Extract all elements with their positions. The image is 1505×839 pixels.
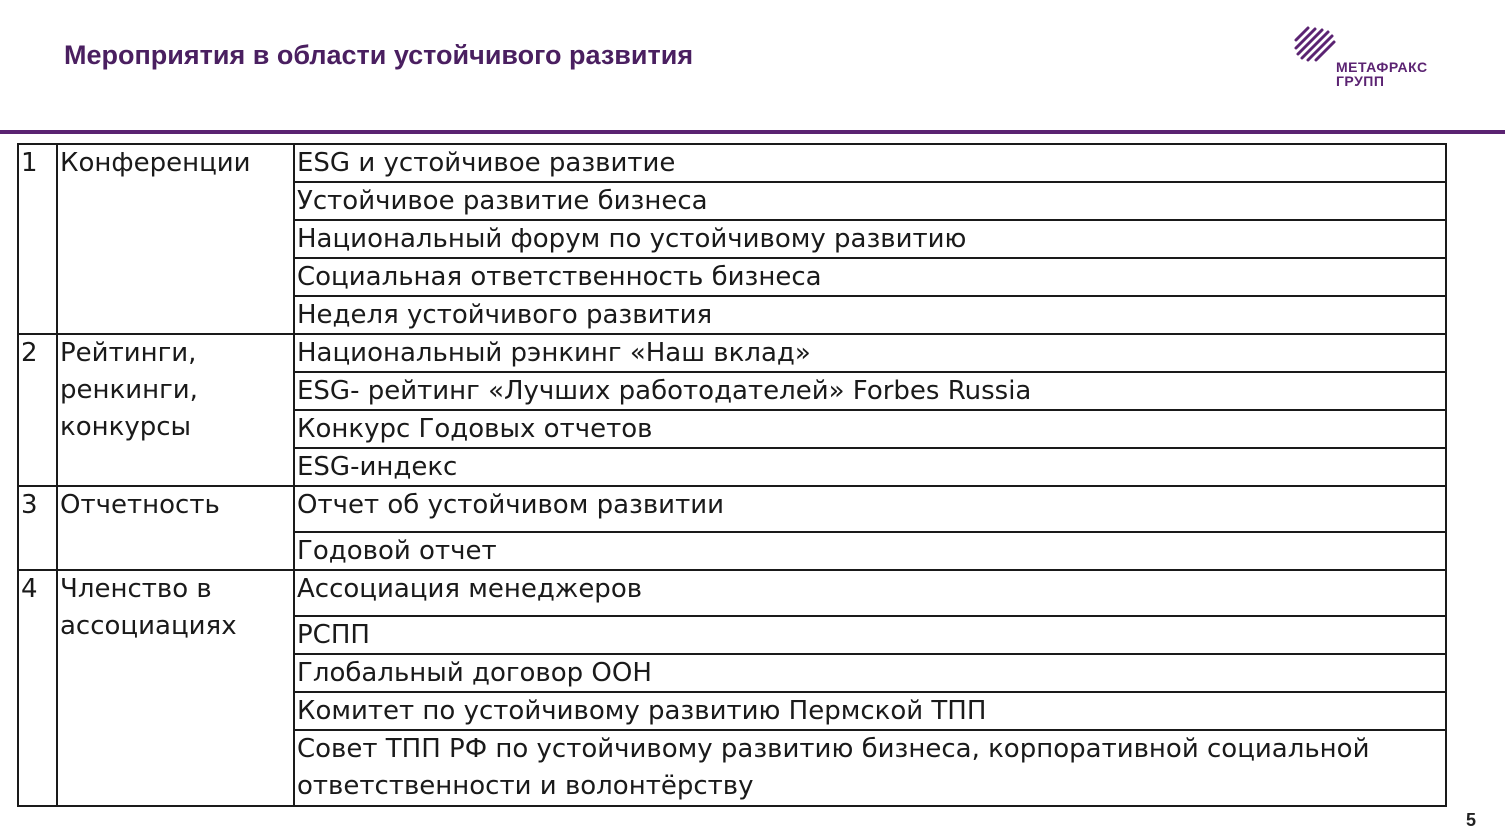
table-row [18, 334, 1446, 372]
table-row [18, 570, 1446, 616]
logo-line-1: МЕТАФРАКС [1336, 59, 1428, 75]
page-title: Мероприятия в области устойчивого развития [64, 40, 694, 70]
logo-mark-icon [1288, 24, 1340, 64]
group-number: 3 [18, 486, 57, 570]
list-item: Неделя устойчивого развития [294, 296, 1446, 334]
list-item: Отчет об устойчивом развитии [294, 486, 1446, 532]
list-item: Годовой отчет [294, 532, 1446, 570]
group-number: 1 [18, 144, 57, 334]
list-item: Национальный рэнкинг «Наш вклад» [294, 334, 1446, 372]
list-item: Конкурс Годовых отчетов [294, 410, 1446, 448]
list-item: Совет ТПП РФ по устойчивому развитию бизнеса, корпоративной социальной ответственности и волонтёрству [294, 730, 1446, 806]
group-category: Отчетность [57, 486, 294, 570]
company-logo [1284, 22, 1464, 92]
group-category: Членство в ассоциациях [57, 570, 294, 806]
list-item: Национальный форум по устойчивому развитию [294, 220, 1446, 258]
list-item: ESG и устойчивое развитие [294, 144, 1446, 182]
table-row [18, 486, 1446, 532]
events-table [17, 143, 1447, 807]
list-item: ESG- рейтинг «Лучших работодателей» Forbes Russia [294, 372, 1446, 410]
group-category: Рейтинги, ренкинги, конкурсы [57, 334, 294, 486]
list-item: РСПП [294, 616, 1446, 654]
header-divider [0, 130, 1505, 134]
list-item: Глобальный договор ООН [294, 654, 1446, 692]
list-item: Социальная ответственность бизнеса [294, 258, 1446, 296]
group-category: Конференции [57, 144, 294, 334]
logo-line-2: ГРУПП [1336, 73, 1385, 89]
table-row [18, 144, 1446, 182]
list-item: Ассоциация менеджеров [294, 570, 1446, 616]
list-item: Комитет по устойчивому развитию Пермской ТПП [294, 692, 1446, 730]
list-item: Устойчивое развитие бизнеса [294, 182, 1446, 220]
group-number: 4 [18, 570, 57, 806]
page-number: 5 [1466, 810, 1477, 830]
group-number: 2 [18, 334, 57, 486]
list-item: ESG-индекс [294, 448, 1446, 486]
